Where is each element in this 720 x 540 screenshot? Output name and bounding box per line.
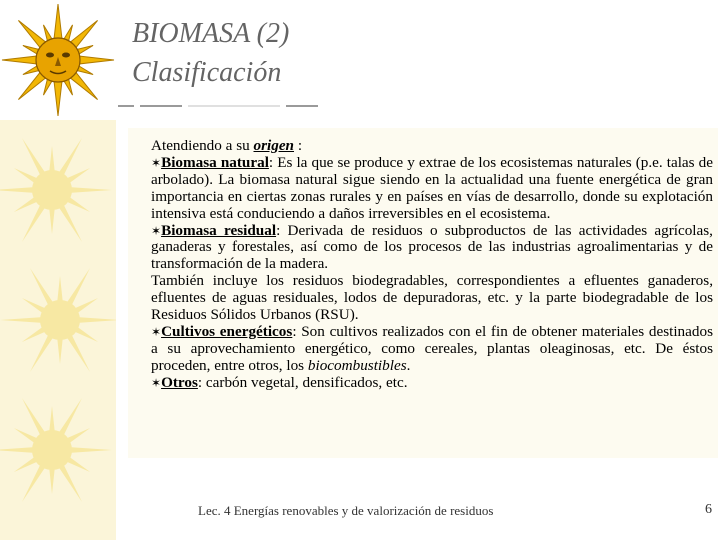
watermark-sun-icon <box>0 138 112 242</box>
page-title: BIOMASA (2) <box>132 18 290 49</box>
item-text: : Son cultivos realizados con el fin de obtener materiales destinados a su aprovechamiento energético, como cereales, plantas oleaginosas, etc. De éstos proceden, entre otros, los <box>151 322 713 374</box>
watermark-sun-icon <box>0 268 116 372</box>
page-subtitle: Clasificación <box>132 57 282 88</box>
list-item: ✶Cultivos energéticos: Son cultivos realizados con el fin de obtener materiales destinados a su aprovechamiento energético, como cereales, plantas oleaginosas, etc. De éstos proceden, entre otros, los biocombustibles. <box>151 322 713 374</box>
list-item <box>151 375 713 392</box>
origin-keyword: origen <box>253 137 295 154</box>
item-term: Otros <box>161 373 198 391</box>
watermark-sun-icon <box>0 398 112 502</box>
residual-note: También incluye los residuos biodegradables, correspondientes a efluentes ganaderos, efluentes de aguas residuales, lodos de depuradoras, etc. y la parte biodegradable de los Residuos Sólidos Urbanos (RSU). <box>151 272 713 324</box>
page-number: 6 <box>705 502 712 517</box>
star-bullet-icon: ✶ <box>151 375 162 390</box>
item-emphasis: biocombustibles <box>307 356 407 374</box>
title-area <box>120 0 720 120</box>
footer-text: Lec. 4 Energías renovables y de valorización de residuos <box>198 503 494 518</box>
item-text: : Es la que se produce y extrae de los ecosistemas naturales (p.e. talas de arbolado). La biomasa natural sigue siendo en la actualidad una fuente energética de gran importancia en ciertas zonas rurales y en países en vías de desarrollo, donde su explotación intensiva está conduciendo a daños irreversibles en el ecosistema. <box>151 153 713 222</box>
item-text: : Derivada de residuos o subproductos de las actividades agrícolas, ganaderas y forestales, así como de los procesos de las industrias agroalimentarias y de transformación de la madera. <box>151 221 713 273</box>
list-item <box>151 155 713 223</box>
item-text: : carbón vegetal, densificados, etc. <box>197 373 408 391</box>
sun-ray <box>2 56 38 64</box>
sun-ray <box>54 80 62 116</box>
sun-ray <box>78 56 114 64</box>
star-bullet-icon: ✶ <box>151 223 162 238</box>
item-term: Biomasa residual <box>161 221 277 239</box>
body-text <box>151 138 713 392</box>
intro-line: Atendiendo a su origen : <box>151 137 303 154</box>
sun-ray <box>54 4 62 40</box>
star-bullet-icon: ✶ <box>151 155 162 170</box>
title-divider <box>118 104 322 108</box>
item-term: Cultivos energéticos <box>161 322 293 340</box>
list-item <box>151 223 713 274</box>
star-bullet-icon: ✶ <box>151 324 162 339</box>
watermark-suns <box>0 120 116 540</box>
sun-face-icon <box>0 0 116 120</box>
item-term: Biomasa natural <box>161 153 269 171</box>
